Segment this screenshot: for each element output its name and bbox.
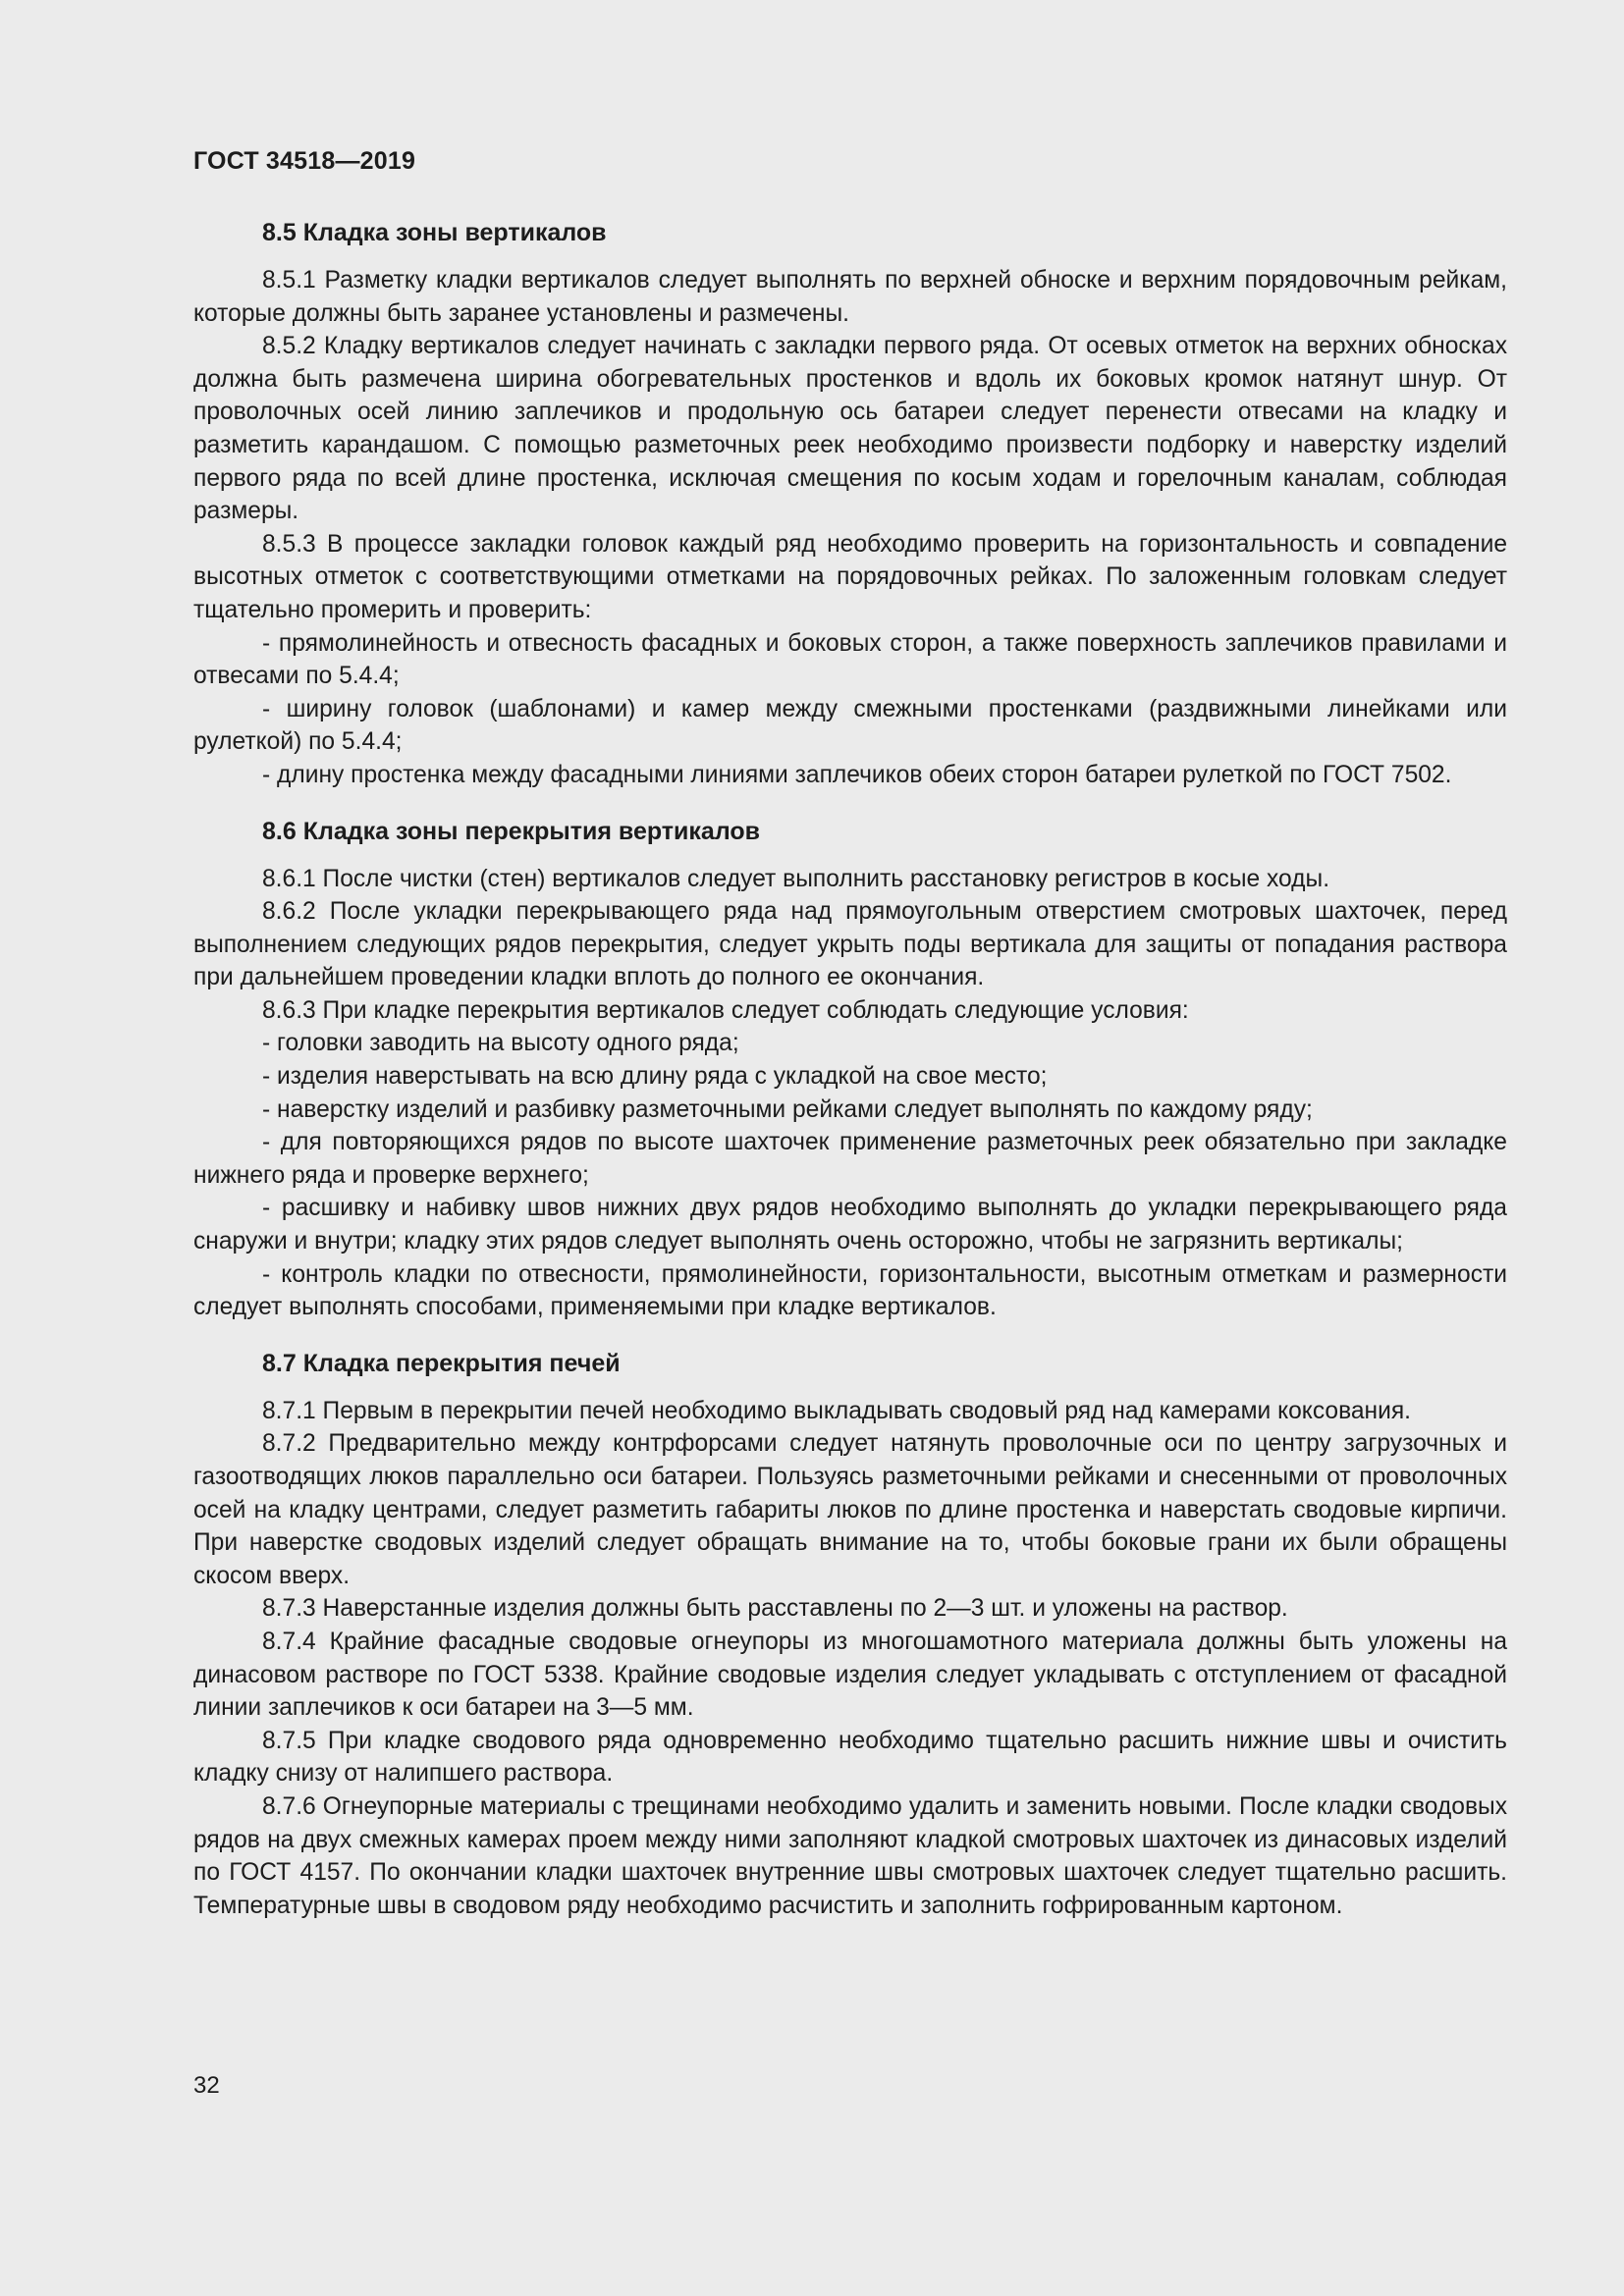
list-item: - расшивку и набивку швов нижних двух рядов необходимо выполнять до укладки перекрывающего ряда снаружи и внутри; кладку этих рядов следует выполнять очень осторожно, чтобы не загрязнить вертикалы; (193, 1195, 1507, 1255)
paragraph: 8.5.2 Кладку вертикалов следует начинать с закладки первого ряда. От осевых отметок на верхних обносках должна быть размечена ширина обогревательных простенков и вдоль их боковых кромок натянут шнур. От проволочных осей линию заплечиков и продольную ось батареи следует перенести отвесами на кладку и разметить карандашом. С помощью разметочных реек необходимо произвести подборку и наверстку изделий первого ряда по всей длине простенка, исключая смещения по косым ходам и горелочным каналам, соблюдая размеры. (193, 333, 1507, 525)
section-title: 8.6 Кладка зоны перекрытия вертикалов (262, 817, 761, 845)
list-item: - прямолинейность и отвесность фасадных и боковых сторон, а также поверхность заплечиков правилами и отвесами по 5.4.4; (193, 629, 1507, 690)
paragraph: 8.5.1 Разметку кладки вертикалов следует выполнять по верхней обноске и верхним порядовочным рейкам, которые должны быть заранее установлены и размечены. (193, 267, 1507, 327)
list-item: - длину простенка между фасадными линиями заплечиков обеих сторон батареи рулеткой по ГОСТ 7502. (262, 761, 1452, 788)
paragraph: 8.7.6 Огнеупорные материалы с трещинами необходимо удалить и заменить новыми. После кладки сводовых рядов на двух смежных камерах проем между ними заполняют кладкой смотровых шахточек из динасовых изделий по ГОСТ 4157. По окончании кладки шахточек внутренние швы смотровых шахточек следует тщательно расшить. Температурные швы в сводовом ряду необходимо расчистить и заполнить гофрированным картоном. (193, 1792, 1507, 1919)
section-8-6 (193, 815, 1507, 1324)
list-item: - ширину головок (шаблонами) и камер между смежными простенками (раздвижными линейками или рулеткой) по 5.4.4; (193, 695, 1507, 756)
section-8-7 (193, 1347, 1507, 1923)
document-page (193, 147, 1507, 1922)
paragraph: 8.6.3 При кладке перекрытия вертикалов следует соблюдать следующие условия: (262, 996, 1189, 1024)
paragraph: 8.6.1 После чистки (стен) вертикалов следует выполнить расстановку регистров в косые ходы. (262, 865, 1330, 892)
standard-header: ГОСТ 34518—2019 (193, 147, 416, 175)
section-title: 8.7 Кладка перекрытия печей (262, 1349, 621, 1377)
list-item: - головки заводить на высоту одного ряда; (262, 1030, 739, 1057)
paragraph: 8.5.3 В процессе закладки головок каждый ряд необходимо проверить на горизонтальность и совпадение высотных отметок с соответствующими отметками на порядовочных рейках. По заложенным головкам следует тщательно промерить и проверить: (193, 530, 1507, 623)
paragraph: 8.7.5 При кладке сводового ряда одновременно необходимо тщательно расшить нижние швы и очистить кладку снизу от налипшего раствора. (193, 1727, 1507, 1788)
page-number: 32 (193, 2072, 220, 2099)
paragraph: 8.7.1 Первым в перекрытии печей необходимо выкладывать сводовый ряд над камерами коксования. (262, 1397, 1412, 1424)
section-title: 8.5 Кладка зоны вертикалов (262, 219, 607, 246)
paragraph: 8.7.4 Крайние фасадные сводовые огнеупоры из многошамотного материала должны быть уложены на динасовом растворе по ГОСТ 5338. Крайние сводовые изделия следует укладывать с отступлением от фасадной линии заплечиков к оси батареи на 3—5 мм. (193, 1628, 1507, 1722)
section-8-5 (193, 216, 1507, 792)
list-item: - наверстку изделий и разбивку разметочными рейками следует выполнять по каждому ряду; (262, 1095, 1313, 1123)
list-item: - изделия наверстывать на всю длину ряда с укладкой на свое место; (262, 1063, 1048, 1091)
list-item: - контроль кладки по отвесности, прямолинейности, горизонтальности, высотным отметкам и размерности следует выполнять способами, применяемыми при кладке вертикалов. (193, 1260, 1507, 1321)
paragraph: 8.7.2 Предварительно между контрфорсами следует натянуть проволочные оси по центру загрузочных и газоотводящих люков параллельно оси батареи. Пользуясь разметочными рейками и снесенными от проволочных осей на кладку центрами, следует разметить габариты люков по длине простенка и наверстать сводовые кирпичи. При наверстке сводовых изделий следует обращать внимание на то, чтобы боковые грани их были обращены скосом вверх. (193, 1430, 1507, 1589)
paragraph: 8.7.3 Наверстанные изделия должны быть расставлены по 2—3 шт. и уложены на раствор. (262, 1595, 1288, 1623)
list-item: - для повторяющихся рядов по высоте шахточек применение разметочных реек обязательно при закладке нижнего ряда и проверке верхнего; (193, 1129, 1507, 1189)
paragraph: 8.6.2 После укладки перекрывающего ряда над прямоугольным отверстием смотровых шахточек, перед выполнением следующих рядов перекрытия, следует укрыть поды вертикала для защиты от попадания раствора при дальнейшем проведении кладки вплоть до полного ее окончания. (193, 898, 1507, 991)
